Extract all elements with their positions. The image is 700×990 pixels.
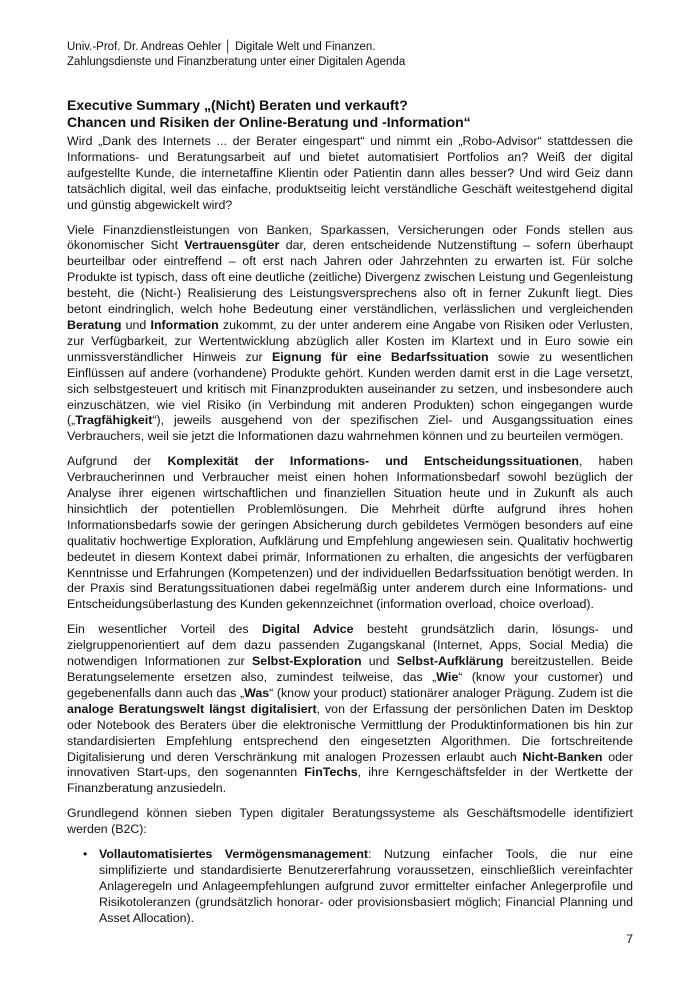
text-run: “ (know your customer) und gegebenenfalls dann auch das „ (67, 670, 633, 700)
paragraph-3 (67, 454, 633, 613)
bold-term: Wie (436, 670, 459, 684)
page-header (67, 40, 405, 70)
text-run: oder innovativen Start-ups, den sogenannten (67, 749, 633, 780)
header-separator: │ (224, 41, 232, 53)
bold-term: Komplexität der Informations- und Entscheidungssituationen (167, 454, 579, 469)
bold-term: Tragfähigkeit (75, 413, 153, 428)
bold-term: analoge Beratungswelt längst digitalisiert (67, 701, 317, 716)
bold-term: Vollautomatisiertes Vermögensmanagement (99, 847, 369, 862)
bold-term: Vertrauensgüter (184, 238, 280, 253)
bold-term: Digital Advice (262, 622, 354, 637)
bold-term: Nicht-Banken (522, 749, 603, 764)
bold-term: Eignung für eine Bedarfssituation (271, 349, 489, 364)
text-run: und (361, 654, 397, 669)
text-run: “ (know your product) stationärer analoger Prägung. Zudem ist die (269, 685, 633, 700)
paragraph-5: Grundlegend können sieben Typen digitaler Beratungssysteme als Geschäftsmodelle identifiziert werden (B2C): (67, 806, 633, 837)
title-line-1: Executive Summary „(Nicht) Beraten und verkauft? (67, 97, 408, 113)
page-number: 7 (626, 932, 633, 946)
header-line-2: Zahlungsdienste und Finanzberatung unter einer Digitalen Agenda (67, 56, 406, 68)
text-run: “), jeweils ausgehend von der spezifischen Ziel- und Ausgangssituation eines Verbrauchers, weil sie jetzt die Informationen dazu wahrnehmen können und zu beurteilen vermögen. (67, 413, 633, 444)
text-run: : Nutzung einfacher Tools, die nur eine simplifizierte und standardisierte Benutzererfahrung voraussetzen, einschließlich vereinfachter Anlageregeln und Anlageempfehlungen aufgrund zuvor ermittelter einfacher Anlegerprofile und Risikotoleranzen (grundsätzlich honorar- oder provisionsbasiert möglich; Financial Planning und Asset Allocation). (99, 847, 633, 925)
bold-term: FinTechs (304, 765, 358, 780)
text-run: Aufgrund der (67, 454, 168, 469)
text-run: bereitzustellen. Beide Beratungselemente ersetzen also, zumindest teilweise, das „ (67, 654, 633, 684)
text-run: dar, deren entscheidende Nutzenstiftung – sofern überhaupt beurteilbar oder eintreffend – oft erst nach Jahren oder Jahrzehnten zu erwarten ist. Für solche Produkte ist typisch, dass oft eine deutliche (zeitliche) Divergenz zwischen Leistung und Gegenleistung besteht, die (Nicht-) Realisierung des Leistungsversprechens also oft in ferner Zukunft liegt. Dies betont eindringlich, welch hohe Bedeutung einer verständlichen, verlässlichen und vergleichenden (67, 238, 633, 317)
document-body (67, 134, 633, 927)
text-run: , ihre Kerngeschäftsfelder in der Wertkette der Finanzberatung anzusiedeln. (67, 765, 633, 796)
text-run: sowie zu wesentlichen Einflüssen auf andere (vorhandene) Produkte gehört. Kunden werden damit erst in die Lage versetzt, sich selbstgesteuert und kritisch mit Finanzprodukten auseinander zu setzen, und insbesondere auch einzuschätzen, wie viel Risiko (in Verbindung mit anderen Produkten) schon eingegangen wurde („ (67, 349, 633, 428)
bold-term: Selbst-Exploration (252, 654, 362, 669)
text-run: , haben Verbraucherinnen und Verbraucher meist einen hohen Informationsbedarf sowohl bezüglich der Analyse ihrer eigenen wirtschaftlichen und finanziellen Situation heute und in Zukunft als auch hinsichtlich der potentiellen Problemlösungen. Die Mehrheit dürfte aufgrund ihres hohen Informationsbedarfs sowie der geringen Absicherung durch gebildetes Vermögen besonders auf eine qualitativ hochwertige Exploration, Aufklärung und Empfehlung angewiesen sein. Qualitativ hochwertig bedeutet in diesem Kontext dabei primär, Informationen zu erhalten, die angesichts der verfügbaren Kenntnisse und Erfahrungen (Kompetenzen) und der individuellen Bedarfssituation benötigt werden. In der Praxis sind Beratungssituationen dabei regelmäßig unter anderem durch eine Informations- und Entscheidungsüberlastung des Kunden gekennzeichnet (information overload, choice overload). (67, 454, 633, 612)
section-title (67, 97, 471, 131)
bold-term: Information (150, 317, 219, 332)
text-run: , von der Erfassung der persönlichen Daten im Desktop oder Notebook des Beraters über die elektronische Vermittlung der Produktinformationen bis hin zur standardisierten Empfehlung entsprechend den eingesetzten Algorithmen. Die fortschreitende Digitalisierung und deren Verschränkung mit analogen Prozessen erlaubt auch (67, 701, 634, 764)
paragraph-2 (67, 223, 633, 446)
bold-term: Selbst-Aufklärung (396, 654, 504, 669)
text-run: zukommt, zu der unter anderem eine Angabe von Risiken oder Verlusten, zur Verfügbarkeit, zur Wertentwicklung abzüglich aller Kosten im Klartext und in Euro sowie ein unmissverständlicher Hinweis zur (67, 317, 633, 364)
text-run: und (121, 317, 151, 332)
paragraph-4 (67, 622, 633, 797)
title-line-2: Chancen und Risiken der Online-Beratung und -Information“ (67, 114, 471, 130)
text-run: besteht grundsätzlich darin, lösungs- und zielgruppenorientiert auf dem dazu passenden Zugangskanal (Internet, Apps, Social Media) die notwendigen Informationen zur (67, 622, 633, 669)
list-item (85, 847, 633, 927)
text-run: Viele Finanzdienstleistungen von Banken, Sparkassen, Versicherungen oder Fonds stellen aus ökonomischer Sicht (67, 222, 633, 253)
text-run: Ein wesentlicher Vorteil des (67, 622, 263, 637)
header-line-1 (67, 40, 405, 55)
header-author: Univ.-Prof. Dr. Andreas Oehler (67, 41, 222, 53)
header-title: Digitale Welt und Finanzen. (235, 41, 376, 53)
bullet-list (67, 847, 633, 927)
bold-term: Was (244, 685, 270, 700)
paragraph-1: Wird „Dank des Internets ... der Berater eingespart“ und nimmt ein „Robo-Advisor“ stattdessen die Informations- und Beratungsarbeit auf und bietet automatisiert Portfolios an? Weiß der digital aufgestellte Kunde, die internetaffine Klientin oder Patientin dann alles besser? Und wird Geiz dann tatsächlich digital, weil das einfache, produktseitig leicht verständliche Geschäft weitestgehend digital und günstig abgewickelt wird? (67, 134, 633, 212)
bold-term: Beratung (67, 317, 122, 332)
